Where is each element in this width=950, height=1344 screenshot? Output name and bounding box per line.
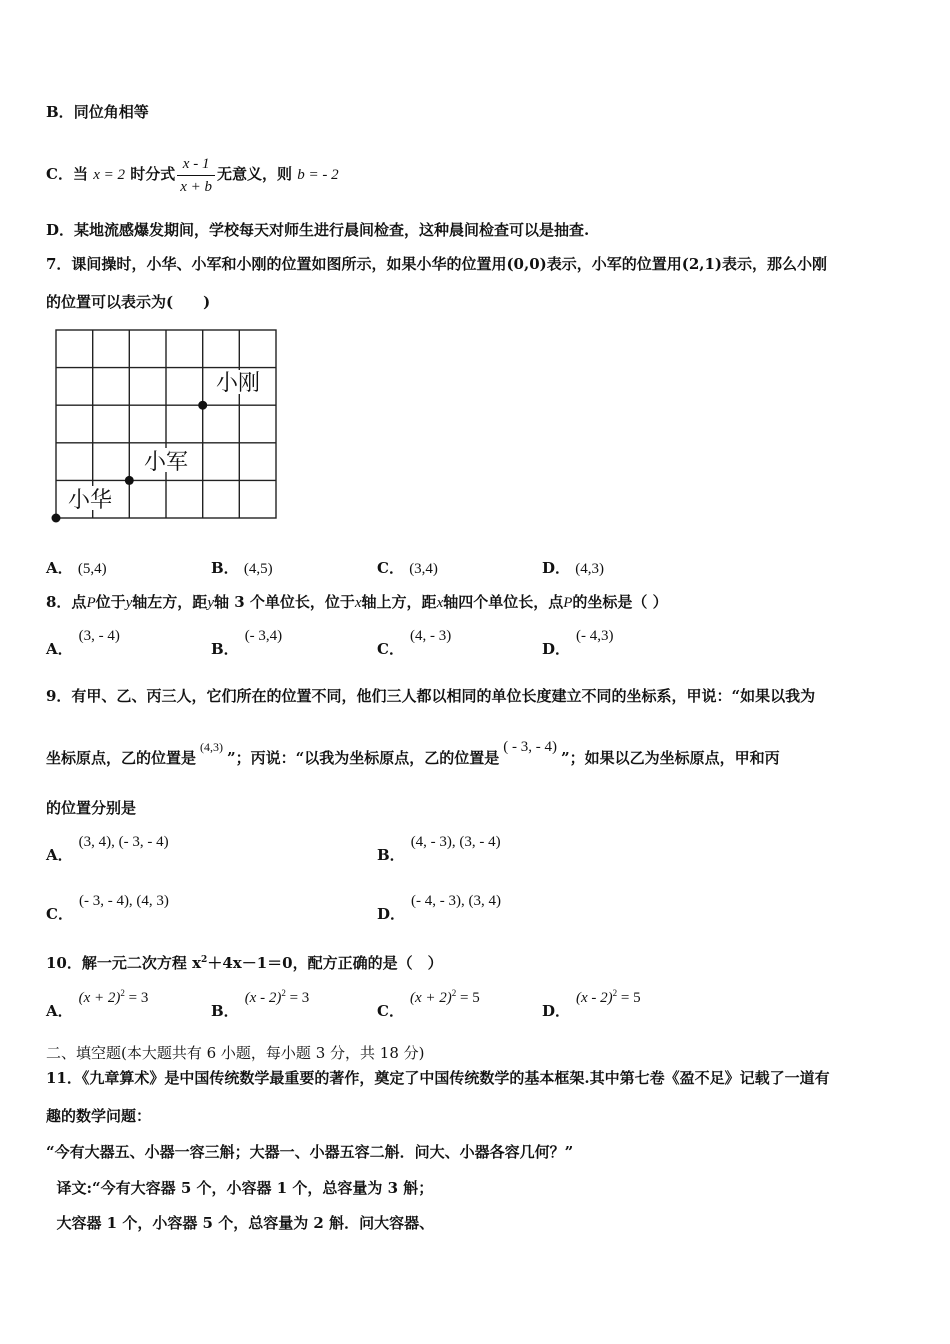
q10-option-b: B．(x - 2)$^2$ = 3	[211, 988, 310, 1020]
point-xiaojun	[125, 476, 134, 485]
q8-option-b: B．(- 3,4)	[211, 628, 283, 658]
q9-stem-line2: 坐标原点，乙的位置是$^{(4,3)}$”；丙说：“以我为坐标原点，乙的位置是( - 3, - 4)”；如果以乙为坐标原点，甲和丙	[46, 739, 780, 767]
q7-option-d: D． (4,3)	[542, 559, 604, 577]
q8-option-a: A．(3, - 4)	[46, 628, 120, 658]
q8-option-c: C．(4, - 3)	[377, 628, 452, 658]
label-xiaogang: 小刚	[216, 371, 261, 396]
q9-option-c: C．(- 3, - 4), (4, 3)	[46, 893, 169, 923]
label-xiaojun: 小军	[144, 450, 189, 475]
q11-line3: “今有大器五、小器一容三斛；大器一、小器五容二斛．问大、小器各容几何？”	[46, 1143, 574, 1161]
q8-stem: 8．点P位于y轴左方，距y轴 3 个单位长，位于x轴上方，距x轴四个单位长，点P的坐标是（ ）	[46, 593, 668, 611]
q9-option-a: A．(3, 4), (- 3, - 4)	[46, 834, 169, 864]
grid-svg	[50, 326, 282, 526]
result-expr: b = - 2	[297, 167, 339, 183]
q10-option-a: A．$(x + 2)^2 = 3$	[46, 988, 149, 1020]
q7-stem-line1: 7．课间操时，小华、小军和小刚的位置如图所示，如果小华的位置用(0,0)表示，小军的位置用(2,1)表示，那么小刚	[46, 255, 828, 273]
fraction: $\frac{x - 1}{x + b}$	[177, 153, 215, 198]
q8-option-d: D．(- 4,3)	[542, 628, 614, 658]
point-xiaogang	[198, 401, 207, 410]
label-xiaohua: 小华	[68, 488, 113, 513]
q9-stem-line1: 9．有甲、乙、丙三人，它们所在的位置不同，他们三人都以相同的单位长度建立不同的坐标系，甲说：“如果以我为	[46, 687, 816, 705]
condition-expr: x = 2	[93, 167, 125, 183]
q11-line1: 11．《九章算术》是中国传统数学最重要的著作，奠定了中国传统数学的基本框架.其中第七卷《盈不足》记载了一道有	[46, 1069, 830, 1087]
q6-option-b: B．同位角相等	[46, 103, 149, 121]
q11-line5: 大容器 1 个，小容器 5 个，总容量为 2 斛．问大容器、	[46, 1214, 435, 1232]
q7-option-a: A． (5,4)	[46, 559, 107, 577]
section-2-title: 二、填空题(本大题共有 6 小题，每小题 3 分，共 18 分)	[46, 1044, 425, 1062]
q11-line2: 趣的数学问题：	[46, 1107, 152, 1125]
q6-option-c: C．当 x = 2 时分式 $\frac{x - 1}{x + b}$ 无意义，则 b = - 2	[46, 150, 339, 199]
q10-stem: 10．解一元二次方程 $x^2+4x-1=0$，配方正确的是（ ）	[46, 954, 443, 972]
q9-option-b: B．(4, - 3), (3, - 4)	[377, 834, 501, 864]
q7-grid-figure	[50, 326, 282, 526]
q10-option-d: D．(x - 2)$^2$ = 5	[542, 988, 641, 1020]
q6-option-d: D．某地流感爆发期间，学校每天对师生进行晨间检查，这种晨间检查可以是抽查.	[46, 221, 590, 239]
q11-line4: 译文:“今有大容器 5 个，小容器 1 个，总容量为 3 斛；	[46, 1179, 434, 1197]
q9-stem-line3: 的位置分别是	[46, 799, 137, 817]
q10-option-c: C．$(x + 2)^2 = 5$	[377, 988, 480, 1020]
point-xiaohua	[52, 514, 61, 523]
q7-option-c: C． (3,4)	[377, 559, 438, 577]
q7-stem-line2: 的位置可以表示为( )	[46, 293, 211, 311]
q9-option-d: D．(- 4, - 3), (3, 4)	[377, 893, 501, 923]
q7-option-b: B． (4,5)	[211, 559, 273, 577]
